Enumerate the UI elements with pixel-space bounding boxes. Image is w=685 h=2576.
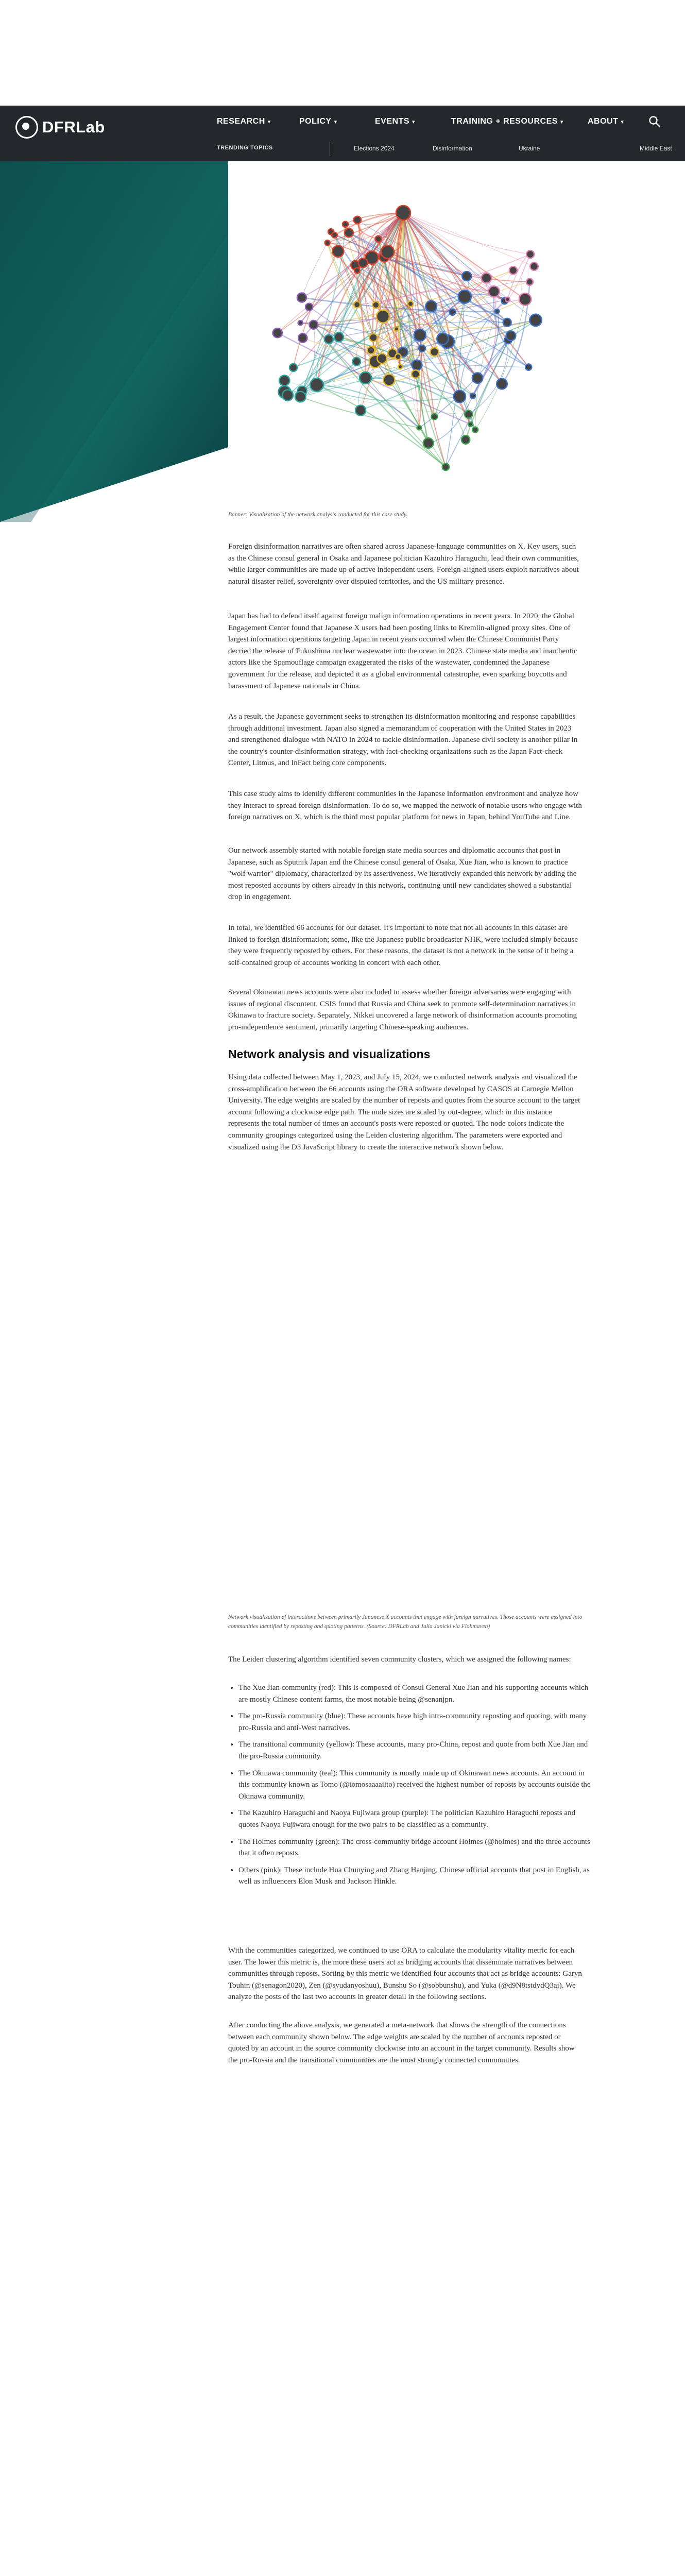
- trending-disinformation[interactable]: Disinformation: [433, 145, 472, 152]
- network-node: [482, 273, 491, 283]
- intro-paragraph-3: As a result, the Japanese government seeks to strengthen its disinformation monitoring and response capabilities through additional investment. Japan also signed a memorandum of cooperation with the United States in 2023 and strengthened dialogue with NATO in 2024 to tackle disinformation. Japanese civil society is another pillar in the country's counter-disinformation strategy, with fact-checking organizations such as the Japan Fact-check Center, Litmus, and InFact being core components.: [228, 713, 578, 768]
- chevron-down-icon: ▾: [267, 119, 271, 125]
- network-node: [305, 303, 313, 311]
- network-node: [383, 374, 395, 385]
- network-node: [470, 393, 475, 398]
- network-node: [376, 310, 389, 323]
- network-node: [509, 266, 517, 274]
- network-node: [432, 414, 438, 420]
- network-node: [408, 301, 414, 307]
- intro-paragraph-1: Foreign disinformation narratives are often shared across Japanese-language communities on X. Key users, such as the Chinese consul general in Osaka and Japanese politician Kazuhiro Haraguchi, lead their own communities, while larger communities are made up of active independent users. Foreign-aligned users exploit narratives about natural disaster relief, sovereignty over disputed territories, and the US military presence.: [228, 543, 579, 586]
- network-node: [506, 331, 516, 341]
- network-node: [412, 370, 419, 378]
- network-node: [332, 246, 344, 257]
- dfrlab-logo[interactable]: [15, 116, 105, 139]
- network-node: [505, 297, 510, 302]
- intro-paragraph-7: Several Okinawan news accounts were also included to assess whether foreign adversaries were engaging with issues of regional discontent. CSIS found that Russia and China seek to promote self-determination narratives in Okinawa to fracture society. Separately, Nikkei uncovered a large network of disinformation accounts promoting pro-independence sentiment, primarily targeting Chinese-speaking audiences.: [228, 988, 577, 1031]
- network-node: [472, 427, 478, 433]
- network-node: [489, 286, 500, 297]
- network-node: [423, 438, 434, 448]
- network-node: [461, 435, 470, 444]
- network-node: [430, 348, 438, 356]
- nav-research[interactable]: [217, 117, 271, 126]
- network-node: [358, 258, 368, 267]
- network-node: [526, 279, 533, 285]
- network-node: [417, 426, 421, 430]
- network-node: [295, 392, 306, 402]
- network-figure-caption: Network visualization of interactions between primarily Japanese X accounts that engage with foreign narratives. Those accounts were assigned into communities identified by reposting and quoting patterns. (Source: DFRLab and Julia Janicki via Flohmaven): [228, 1614, 583, 1630]
- network-node: [310, 320, 318, 329]
- network-node: [529, 314, 541, 326]
- nav-events-label: EVENTS: [375, 117, 410, 126]
- intro-paragraph-6: In total, we identified 66 accounts for our dataset. It's important to note that not all accounts in this dataset are linked to foreign disinformation; some, like the Japanese public broadcaster NHK, were included simply because they were frequently reposted by others. For these reasons, the dataset is not a network in the sense of it being a self-contained group of accounts working in concert with each other.: [228, 924, 578, 967]
- logo-icon: [15, 116, 38, 139]
- nav-about-label: ABOUT: [588, 117, 619, 126]
- network-node: [297, 293, 306, 302]
- network-edge: [302, 243, 328, 297]
- network-node: [462, 272, 471, 281]
- network-node: [496, 379, 507, 389]
- network-node: [324, 335, 333, 344]
- network-node: [425, 301, 437, 312]
- network-node: [396, 206, 410, 220]
- chevron-down-icon: ▾: [560, 119, 563, 125]
- list-item: • The pro-Russia community (blue): These accounts have high intra-community reposting and quoting, with many pro-Russia and anti-West narratives.: [238, 1710, 593, 1734]
- trending-bar: [0, 139, 685, 159]
- network-node: [353, 358, 361, 366]
- network-node: [273, 328, 282, 337]
- network-node: [359, 372, 371, 384]
- network-visualization-image: [226, 164, 586, 504]
- chevron-down-icon: ▾: [334, 119, 337, 125]
- intro-paragraph-2: Japan has had to defend itself against foreign malign information operations in recent years. In 2020, the Global Engagement Center found that Japanese X users had been posting links to Kremlin-aligned proxy sites. One of largest information operations targeting Japan in recent years occurred when the Chinese Communist Party decried the release of Fukushima nuclear wastewater into the ocean in 2023. Chinese state media and inauthentic actors like the Spamouflage campaign exaggerated the risks of the wastewater, condemned the Japanese government for the release, and depicted it as a global environmental catastrophe, even sparking boycotts and harassment of Japanese nationals in China.: [228, 612, 577, 690]
- nav-events[interactable]: [375, 117, 415, 126]
- search-icon[interactable]: [648, 115, 661, 128]
- network-graph: [226, 164, 586, 504]
- network-node: [282, 390, 293, 401]
- network-node: [458, 290, 471, 303]
- nav-about[interactable]: [588, 117, 624, 126]
- nav-training-label: TRAINING + RESOURCES: [451, 117, 558, 126]
- network-node: [526, 250, 534, 258]
- network-edges: [278, 213, 536, 467]
- network-node: [354, 216, 361, 224]
- meta-network-paragraph: After conducting the above analysis, we generated a meta-network that shows the strength of the connections between each community shown below. The edge weights are scaled by the number of accounts reposted or quoted by an account in the source community clockwise into an account in the target community. Results show the pro-Russia and the transitional communities are the most strongly connected communities.: [228, 2021, 575, 2064]
- network-node: [414, 329, 426, 341]
- network-node: [437, 333, 448, 345]
- network-node: [367, 347, 374, 354]
- network-node: [530, 262, 538, 270]
- network-node: [449, 309, 455, 315]
- network-node: [495, 309, 499, 313]
- network-node: [334, 332, 344, 342]
- network-node: [442, 464, 449, 470]
- network-node: [369, 334, 377, 342]
- hero-caption: Banner: Visualization of the network analysis conducted for this case study.: [228, 512, 408, 518]
- nav-research-label: RESEARCH: [217, 117, 265, 126]
- meta-network-embed[interactable]: [228, 2081, 583, 2576]
- trending-elections-2024[interactable]: Elections 2024: [354, 145, 395, 152]
- network-methods-paragraph: Using data collected between May 1, 2023, and July 15, 2024, we conducted network analysis and visualized the cross-amplification between the 66 accounts using the ORA software developed by CASOS at Carnegie Mellon University. The edge weights are scaled by the number of reposts and quotes from the source account to the target account following a clockwise edge path. The node sizes are scaled by out-degree, which in this instance represents the total number of times an account's posts were reposted or quoted. The node colors indicate the community groupings categorized using the Leiden clustering algorithm. The parameters were exported and visualized using the D3 JavaScript library to create the interactive network shown below.: [228, 1073, 580, 1151]
- network-node: [342, 222, 348, 227]
- network-node: [454, 391, 466, 402]
- network-node: [381, 245, 394, 258]
- network-node: [377, 353, 387, 363]
- community-list: [228, 1682, 593, 1893]
- network-node: [468, 422, 473, 427]
- list-item: • The Kazuhiro Haraguchi and Naoya Fujiwara group (purple): The politician Kazuhiro Haraguchi reposts and quotes Naoya Fujiwara enough for the two pairs to be classified as a community.: [238, 1807, 593, 1831]
- network-node: [354, 268, 360, 274]
- network-node: [298, 333, 307, 342]
- network-node: [289, 364, 297, 371]
- site-header: [0, 106, 685, 161]
- list-item: • The Xue Jian community (red): This is composed of Consul General Xue Jian and his supporting accounts which are mostly Chinese content farms, the most notable being @senanjpn.: [238, 1682, 593, 1705]
- network-node: [465, 411, 472, 418]
- intro-paragraph-4: This case study aims to identify different communities in the Japanese information environment and analyze how they interact to spread foreign disinformation. To do so, we mapped the network of notable users who engage with foreign narratives on X, which is the third most popular platform for news in Japan, behind YouTube and Line.: [228, 790, 582, 822]
- nav-policy-label: POLICY: [299, 117, 332, 126]
- network-node: [355, 405, 366, 416]
- network-node: [375, 236, 381, 242]
- network-node: [298, 320, 303, 325]
- network-node: [412, 360, 422, 370]
- hero-teal-banner: [0, 161, 228, 522]
- list-item: • Others (pink): These include Hua Chunying and Zhang Hanjing, Chinese official accounts that post in English, as well as influencers Elon Musk and Jackson Hinkle.: [238, 1865, 593, 1888]
- logo-text: DFRLab: [42, 118, 105, 136]
- nav-policy[interactable]: [299, 117, 337, 126]
- network-node: [373, 302, 380, 309]
- network-node: [279, 376, 289, 386]
- network-analysis-heading: Network analysis and visualizations: [228, 1047, 431, 1061]
- network-node: [332, 232, 337, 238]
- modularity-paragraph: With the communities categorized, we continued to use ORA to calculate the modularity vitality metric for each user. The lower this metric is, the more these users act as bridging accounts that disseminate narratives between communities through reposts. Sorting by this metric we identified four accounts that act as bridge accounts: Garyn Touhin (@senagon2020), Zen (@syudanyoshuu), Bunshu So (@sobbunshu), and Yuka (@d9N8tstdydQ3ai). We analyze the posts of the last two accounts in greater detail in the following sections.: [228, 1946, 582, 2002]
- network-node: [525, 364, 532, 370]
- intro-paragraph-5: Our network assembly started with notable foreign state media sources and diplomatic accounts that post in Japanese, such as Sputnik Japan and the Chinese consul general of Osaka, Xue Jian, who is known to practice "wolf warrior" diplomacy, characterized by its assertiveness. We iteratively expanded this network by adding the most reposted accounts by others already in this network, continuing until new candidates showed a substantial drop in engagement.: [228, 846, 577, 902]
- list-item: • The Okinawa community (teal): This community is mostly made up of Okinawan news accounts. An account in this community known as Tomo (@tomosaaaaiito) received the highest number of reposts by accounts outside the Okinawa community.: [238, 1768, 593, 1803]
- chevron-down-icon: ▾: [621, 119, 624, 125]
- list-item: • The transitional community (yellow): These accounts, many pro-China, repost and quote from both Xue Jian and the pro-Russia community.: [238, 1739, 593, 1762]
- network-node: [310, 378, 323, 392]
- trending-topics-label: TRENDING TOPICS: [217, 145, 273, 151]
- network-node: [419, 345, 425, 352]
- nav-training-resources[interactable]: [451, 117, 563, 126]
- trending-middle-east[interactable]: Middle East: [640, 145, 672, 152]
- network-node: [503, 318, 511, 327]
- network-node: [472, 373, 483, 383]
- network-node: [398, 365, 402, 369]
- chevron-down-icon: ▾: [412, 119, 416, 125]
- list-item: • The Holmes community (green): The cross-community bridge account Holmes (@holmes) and the three accounts that it often reposts.: [238, 1836, 593, 1859]
- network-node: [325, 240, 330, 245]
- network-node: [395, 354, 401, 360]
- network-node: [519, 293, 531, 305]
- leiden-intro-paragraph: The Leiden clustering algorithm identified seven community clusters, which we assigned the following names:: [228, 1655, 571, 1664]
- network-node: [395, 327, 399, 331]
- trending-ukraine[interactable]: Ukraine: [519, 145, 540, 152]
- network-node: [354, 301, 360, 308]
- network-node: [345, 228, 353, 237]
- interactive-network-embed[interactable]: [228, 1185, 583, 1607]
